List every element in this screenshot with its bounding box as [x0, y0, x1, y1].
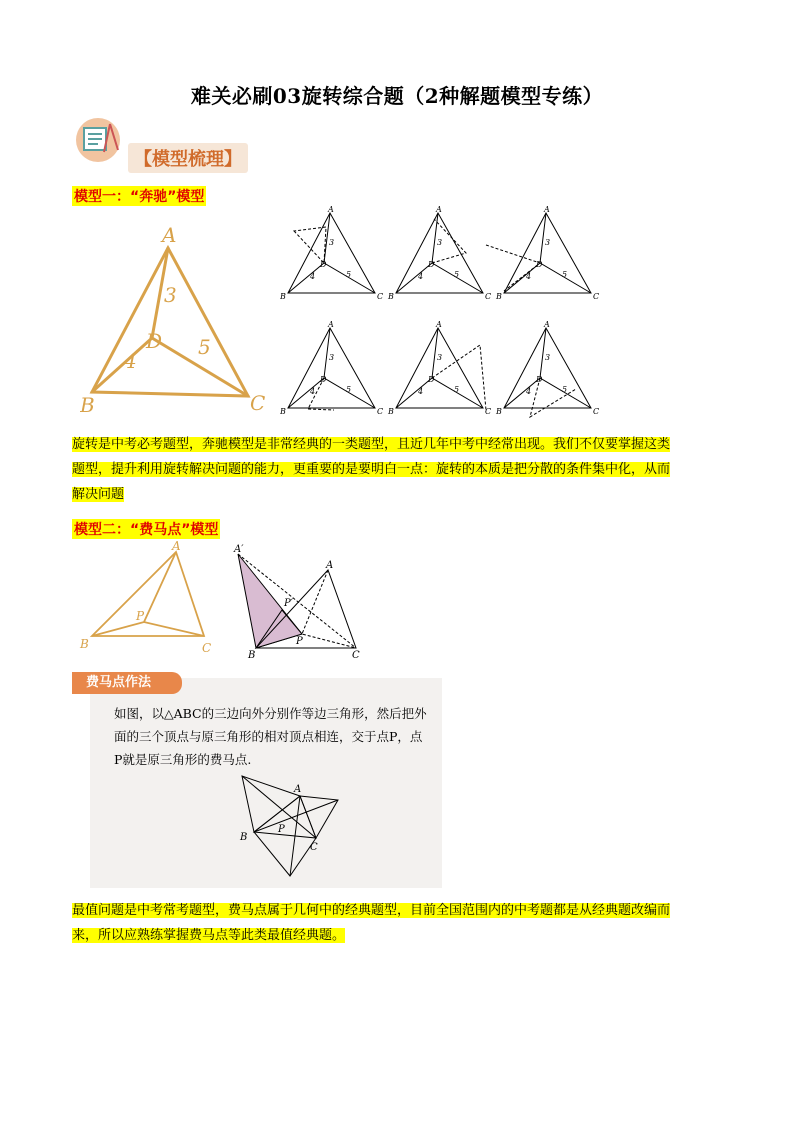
benz-rotation-diagrams [280, 205, 600, 420]
hand-label-d: D [146, 329, 163, 353]
model2-line-2: 来，所以应熟练掌握费马点等此类最值经典题。 [72, 928, 346, 943]
fermat-label-b: B [248, 650, 256, 660]
hand-label-a: A [162, 223, 177, 247]
model1-line-1: 旋转是中考必考题型，奔驰模型是非常经典的一类题型，且近几年中考中经常出现。我们不仅要掌握这类 [72, 437, 671, 452]
model1-heading: 模型一：“奔驰”模型 [72, 186, 206, 206]
ruler-compass-icon [74, 116, 126, 164]
fermat-rotation-figure [228, 540, 368, 660]
fermat-label-a-prime: A′ [234, 544, 244, 555]
hand-label-5: 5 [198, 335, 211, 359]
model2-paragraph [72, 898, 732, 948]
model2-line-1: 最值问题是中考常考题型，费马点属于几何中的经典题型，目前全国范围内的中考题都是从经典题改编而 [72, 903, 671, 918]
benz-hand-figure [80, 220, 270, 420]
model1-line-2: 题型，提升利用旋转解决问题的能力，更重要的是要明白一点：旋转的本质是把分散的条件集中化，从而 [72, 462, 671, 477]
fermat-label-a: A [326, 560, 334, 571]
fermat-label-p-prime: P′ [284, 598, 293, 609]
hand-label-b: B [80, 393, 95, 417]
fermat-construction-figure [228, 770, 348, 882]
construction-label-p: P [278, 824, 285, 835]
fermat-method-tab: 费马点作法 [72, 672, 182, 694]
section-title: 【模型梳理】 [128, 143, 248, 173]
fermat-method-text [114, 702, 434, 771]
box-line-3: P就是原三角形的费马点. [114, 752, 252, 767]
fermat-label-p: P [296, 636, 303, 647]
construction-label-a: A [294, 784, 302, 795]
model1-paragraph [72, 432, 732, 507]
fermat-hand-b: B [80, 637, 89, 651]
construction-label-c: C [310, 842, 318, 853]
hand-label-c: C [250, 391, 266, 415]
box-line-1: 如图，以△ABC的三边向外分别作等边三角形，然后把外 [114, 706, 427, 721]
fermat-label-c: C [352, 650, 360, 660]
page-title: 难关必刷03旋转综合题（2种解题模型专练） [190, 84, 604, 108]
box-line-2: 面的三个顶点与原三角形的相对顶点相连，交于点P，点 [114, 729, 423, 744]
hand-label-3: 3 [164, 283, 177, 307]
fermat-hand-a: A [172, 540, 181, 553]
fermat-hand-c: C [202, 641, 212, 655]
fermat-hand-p: P [136, 609, 145, 623]
model1-line-3: 解决问题 [72, 487, 125, 502]
construction-label-b: B [240, 832, 248, 843]
model2-heading: 模型二：“费马点”模型 [72, 519, 220, 539]
hand-label-4: 4 [124, 349, 137, 373]
fermat-hand-figure [78, 540, 218, 658]
